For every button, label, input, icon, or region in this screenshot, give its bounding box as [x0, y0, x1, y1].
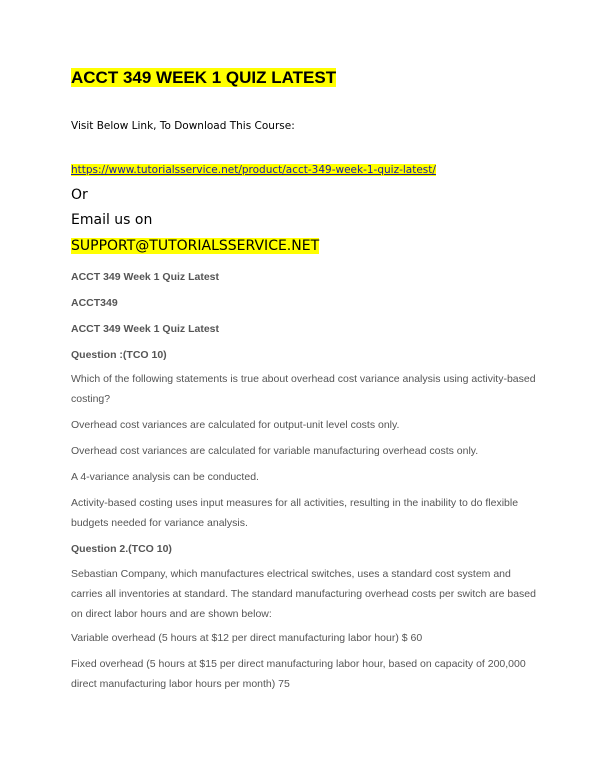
support-email[interactable]: SUPPORT@TUTORIALSSERVICE.NET [71, 238, 320, 254]
fixed-overhead-line: Fixed overhead (5 hours at $15 per direct manufacturing labor hour, based on capacity of 200,000 direct manufacturing labor hours per month) 75 [71, 658, 526, 690]
or-text: Or [71, 187, 88, 203]
variable-overhead-line: Variable overhead (5 hours at $12 per direct manufacturing labor hour) $ 60 [71, 632, 423, 644]
support-email-line [71, 237, 319, 255]
course-heading-repeat: ACCT 349 Week 1 Quiz Latest [71, 323, 220, 335]
question-1-text: Which of the following statements is true about overhead cost variance analysis using activity-based costing? [71, 373, 536, 405]
question-1-option-4: Activity-based costing uses input measures for all activities, resulting in the inability to do flexible budgets needed for variance analysis. [71, 497, 519, 529]
question-2-label: Question 2.(TCO 10) [71, 543, 172, 555]
email-us-text: Email us on [71, 212, 153, 228]
question-1-option-2: Overhead cost variances are calculated for variable manufacturing overhead costs only. [71, 445, 479, 457]
download-link-line [71, 163, 436, 177]
course-heading: ACCT 349 Week 1 Quiz Latest [71, 271, 220, 283]
question-2-text: Sebastian Company, which manufactures electrical switches, uses a standard cost system and carries all inventories at standard. The standard manufacturing overhead costs per switch are based on direct labor hours and are shown below: [71, 568, 536, 620]
question-1-label: Question :(TCO 10) [71, 349, 167, 361]
visit-instruction: Visit Below Link, To Download This Course: [71, 120, 295, 132]
question-1-option-3: A 4-variance analysis can be conducted. [71, 471, 259, 483]
course-code: ACCT349 [71, 297, 118, 309]
download-link[interactable]: https://www.tutorialsservice.net/product/acct-349-week-1-quiz-latest/ [71, 164, 436, 176]
question-1-option-1: Overhead cost variances are calculated for output-unit level costs only. [71, 419, 400, 431]
document-title: ACCT 349 WEEK 1 QUIZ LATEST [71, 68, 337, 87]
